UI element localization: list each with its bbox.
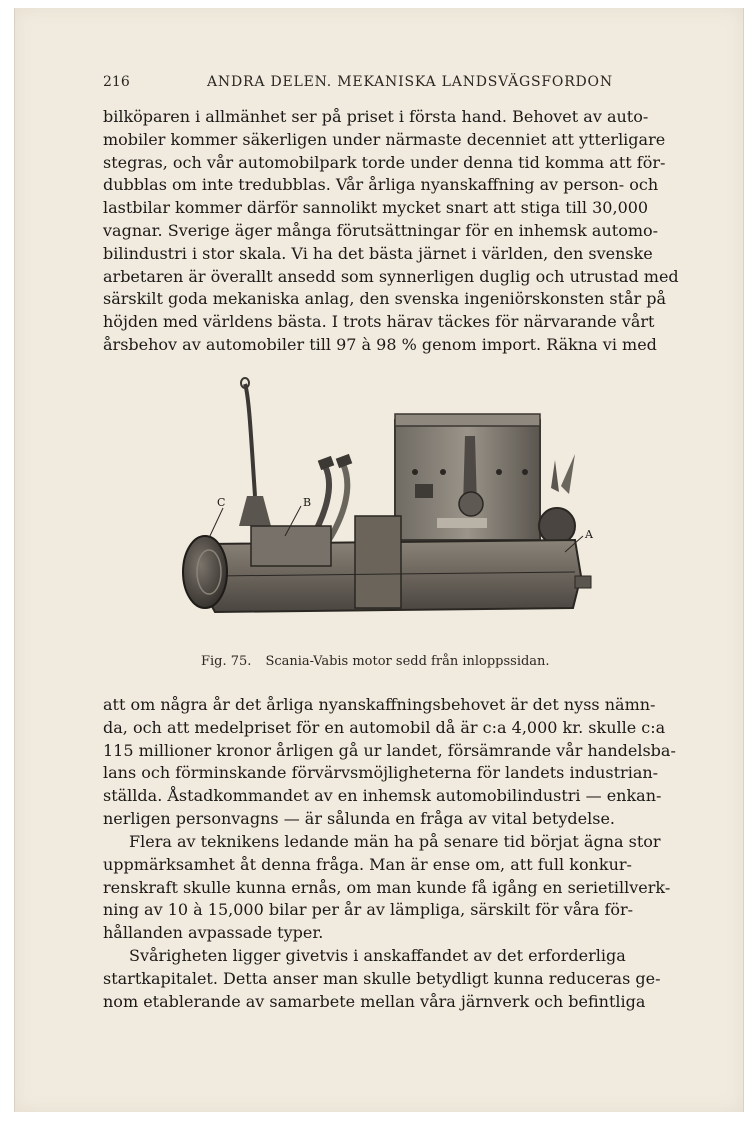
text-line: nerligen personvagns — är sålunda en fråga av vital betydelse. — [103, 808, 615, 828]
paragraph-2 — [103, 694, 683, 831]
text-line: särskilt goda mekaniska anlag, den svenska ingeniörskonsten står på — [103, 289, 667, 309]
paragraph-1 — [103, 106, 683, 357]
text-line: 115 millioner kronor årligen gå ur landet, försämrande vår handelsba- — [103, 740, 676, 760]
paragraph-4 — [103, 945, 683, 1013]
text-line: ställda. Åstadkommandet av en inhemsk automobilindustri — enkan- — [103, 786, 662, 806]
text-line: hållanden avpassade typer. — [103, 923, 324, 943]
text-line: dubblas om inte tredubblas. Vår årliga nyanskaffning av person- och — [103, 175, 659, 195]
text-line: vagnar. Sverige äger många förutsättningar för en inhemsk automo- — [103, 220, 659, 240]
text-line: lastbilar kommer därför sannolikt mycket snart att stiga till 30,000 — [103, 198, 649, 218]
text-line: Flera av teknikens ledande män ha på senare tid börjat ägna stor — [129, 832, 661, 851]
engine-figure — [175, 376, 605, 626]
page-number: 216 — [103, 74, 130, 90]
text-line: Svårigheten ligger givetvis i anskaffandet av det erforderliga — [129, 946, 626, 965]
text-line: höjden med världens bästa. I trots härav täckes för närvarande vårt — [103, 312, 655, 332]
engine-illustration — [175, 376, 605, 626]
paragraph-3 — [103, 831, 683, 945]
text-line: bilindustri i stor skala. Vi ha det bästa järnet i världen, den svenske — [103, 243, 653, 263]
label-a: A — [585, 528, 593, 541]
text-line: att om några år det årliga nyanskaffningsbehovet är det nyss nämn- — [103, 695, 656, 714]
caption-number: Fig. 75. — [201, 654, 252, 669]
figure-caption — [201, 654, 601, 669]
text-line: uppmärksamhet åt denna fråga. Man är ense om, att full konkur- — [103, 854, 632, 874]
text-line: årsbehov av automobiler till 97 à 98 % genom import. Räkna vi med — [103, 334, 657, 354]
text-line: da, och att medelpriset för en automobil då är c:a 4,000 kr. skulle c:a — [103, 717, 666, 737]
caption-text: Scania-Vabis motor sedd från inloppssidan. — [265, 654, 550, 669]
text-line: stegras, och vår automobilpark torde under denna tid komma att för- — [103, 152, 666, 172]
running-head: ANDRA DELEN. MEKANISKA LANDSVÄGSFORDON — [207, 74, 613, 90]
text-line: ning av 10 à 15,000 bilar per år av lämpliga, särskilt för våra för- — [103, 900, 634, 920]
label-b: B — [303, 496, 312, 509]
label-c: C — [217, 496, 226, 509]
book-page — [14, 8, 744, 1112]
text-line: startkapitalet. Detta anser man skulle betydligt kunna reduceras ge- — [103, 968, 661, 988]
text-line: mobiler kommer säkerligen under närmaste decenniet att ytterligare — [103, 129, 666, 149]
text-line: nom etablerande av samarbete mellan våra järnverk och befintliga — [103, 991, 646, 1011]
text-line: lans och förminskande förvärvsmöjligheterna för landets industrian- — [103, 763, 659, 783]
text-line: bilköparen i allmänhet ser på priset i första hand. Behovet av auto- — [103, 107, 649, 126]
page-header — [103, 74, 663, 94]
text-line: renskraft skulle kunna ernås, om man kunde få igång en serietillverk- — [103, 877, 671, 897]
text-line: arbetaren är överallt ansedd som synnerligen duglig och utrustad med — [103, 266, 679, 286]
